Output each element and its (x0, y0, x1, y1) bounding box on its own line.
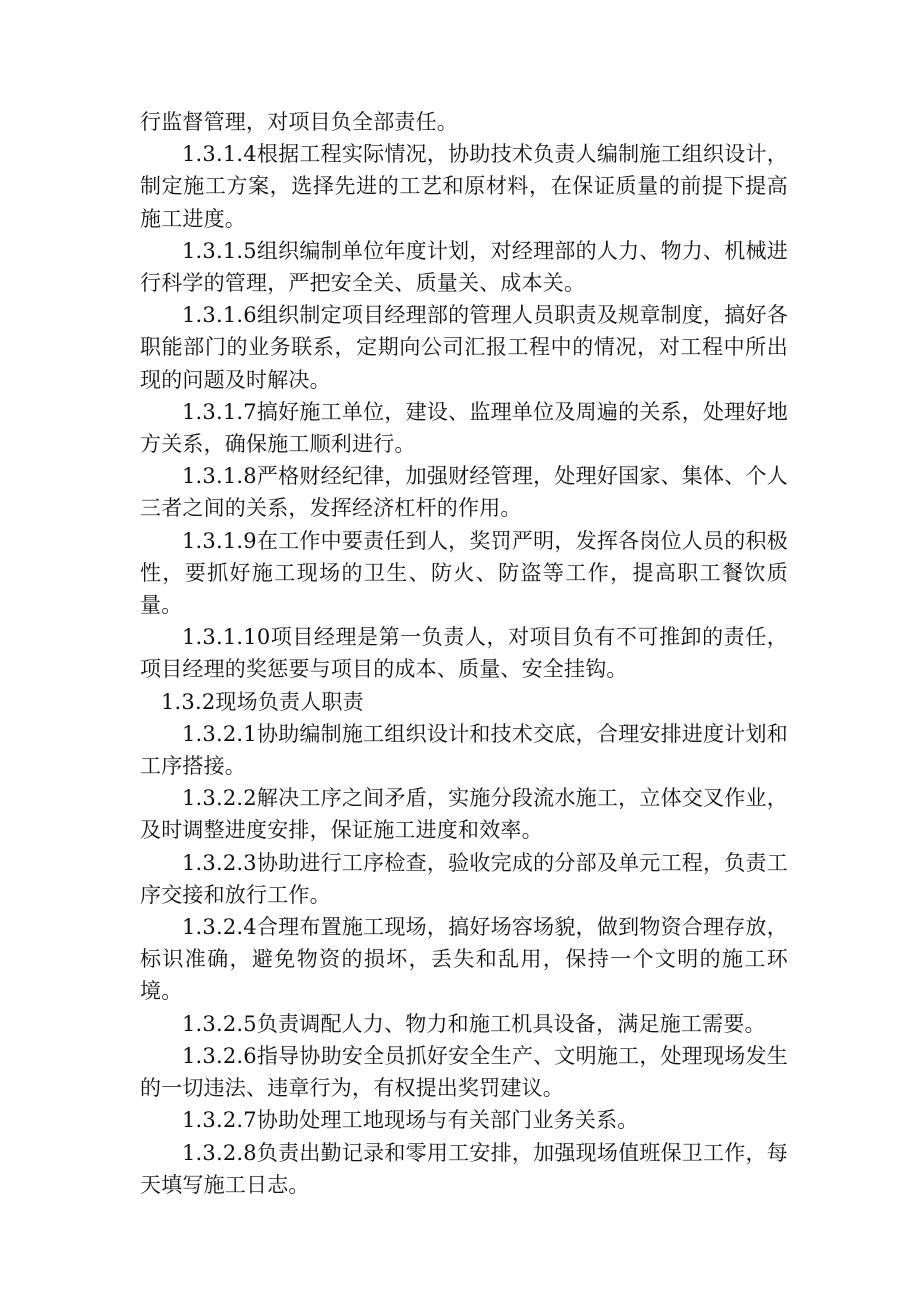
clause-1-3-1-10: 1.3.1.10项目经理是第一负责人，对项目负有不可推卸的责任，项目经理的奖惩要与项目的成本、质量、安全挂钩。 (140, 625, 788, 682)
clause-1-3-2-1: 1.3.2.1协助编制施工组织设计和技术交底，合理安排进度计划和工序搭接。 (140, 721, 788, 779)
clause-1-3-2-6: 1.3.2.6指导协助安全员抓好安全生产、文明施工，处理现场发生的一切违法、违章行为，有权提出奖罚建议。 (140, 1043, 788, 1101)
clause-1-3-1-4: 1.3.1.4根据工程实际情况，协助技术负责人编制施工组织设计，制定施工方案，选择先进的工艺和原材料，在保证质量的前提下提高施工进度。 (140, 142, 788, 231)
clause-1-3-2-7: 1.3.2.7协助处理工地现场与有关部门业务关系。 (182, 1108, 639, 1133)
section-heading-1-3-2: 1.3.2现场负责人职责 (161, 689, 364, 714)
clause-1-3-1-5: 1.3.1.5组织编制单位年度计划，对经理部的人力、物力、机械进行科学的管理，严把安全关、质量关、成本关。 (140, 238, 788, 296)
clause-1-3-1-9: 1.3.1.9在工作中要责任到人，奖罚严明，发挥各岗位人员的积极性，要抓好施工现场的卫生、防火、防盗等工作，提高职工餐饮质量。 (140, 528, 788, 618)
clause-1-3-2-2: 1.3.2.2解决工序之间矛盾，实施分段流水施工，立体交叉作业，及时调整进度安排，保证施工进度和效率。 (140, 786, 788, 843)
clause-1-3-2-3: 1.3.2.3协助进行工序检查，验收完成的分部及单元工程，负责工序交接和放行工作。 (140, 850, 788, 907)
clause-1-3-2-4: 1.3.2.4合理布置施工现场，搞好场容场貌，做到物资合理存放，标识准确，避免物资的损坏，丢失和乱用，保持一个文明的施工环境。 (140, 915, 788, 1004)
paragraph-continuation: 行监督管理，对项目负全部责任。 (140, 110, 458, 134)
clause-1-3-2-5: 1.3.2.5负责调配人力、物力和施工机具设备，满足施工需要。 (182, 1011, 766, 1036)
clause-1-3-1-7: 1.3.1.7搞好施工单位，建设、监理单位及周遍的关系，处理好地方关系，确保施工顺利进行。 (140, 399, 788, 457)
clause-1-3-2-8: 1.3.2.8负责出勤记录和零用工安排，加强现场值班保卫工作，每天填写施工日志。 (140, 1140, 788, 1197)
clause-1-3-1-8: 1.3.1.8严格财经纪律，加强财经管理，处理好国家、集体、个人三者之间的关系，发挥经济杠杆的作用。 (140, 464, 788, 521)
clause-1-3-1-6: 1.3.1.6组织制定项目经理部的管理人员职责及规章制度，搞好各职能部门的业务联系，定期向公司汇报工程中的情况，对工程中所出现的问题及时解决。 (140, 303, 788, 392)
